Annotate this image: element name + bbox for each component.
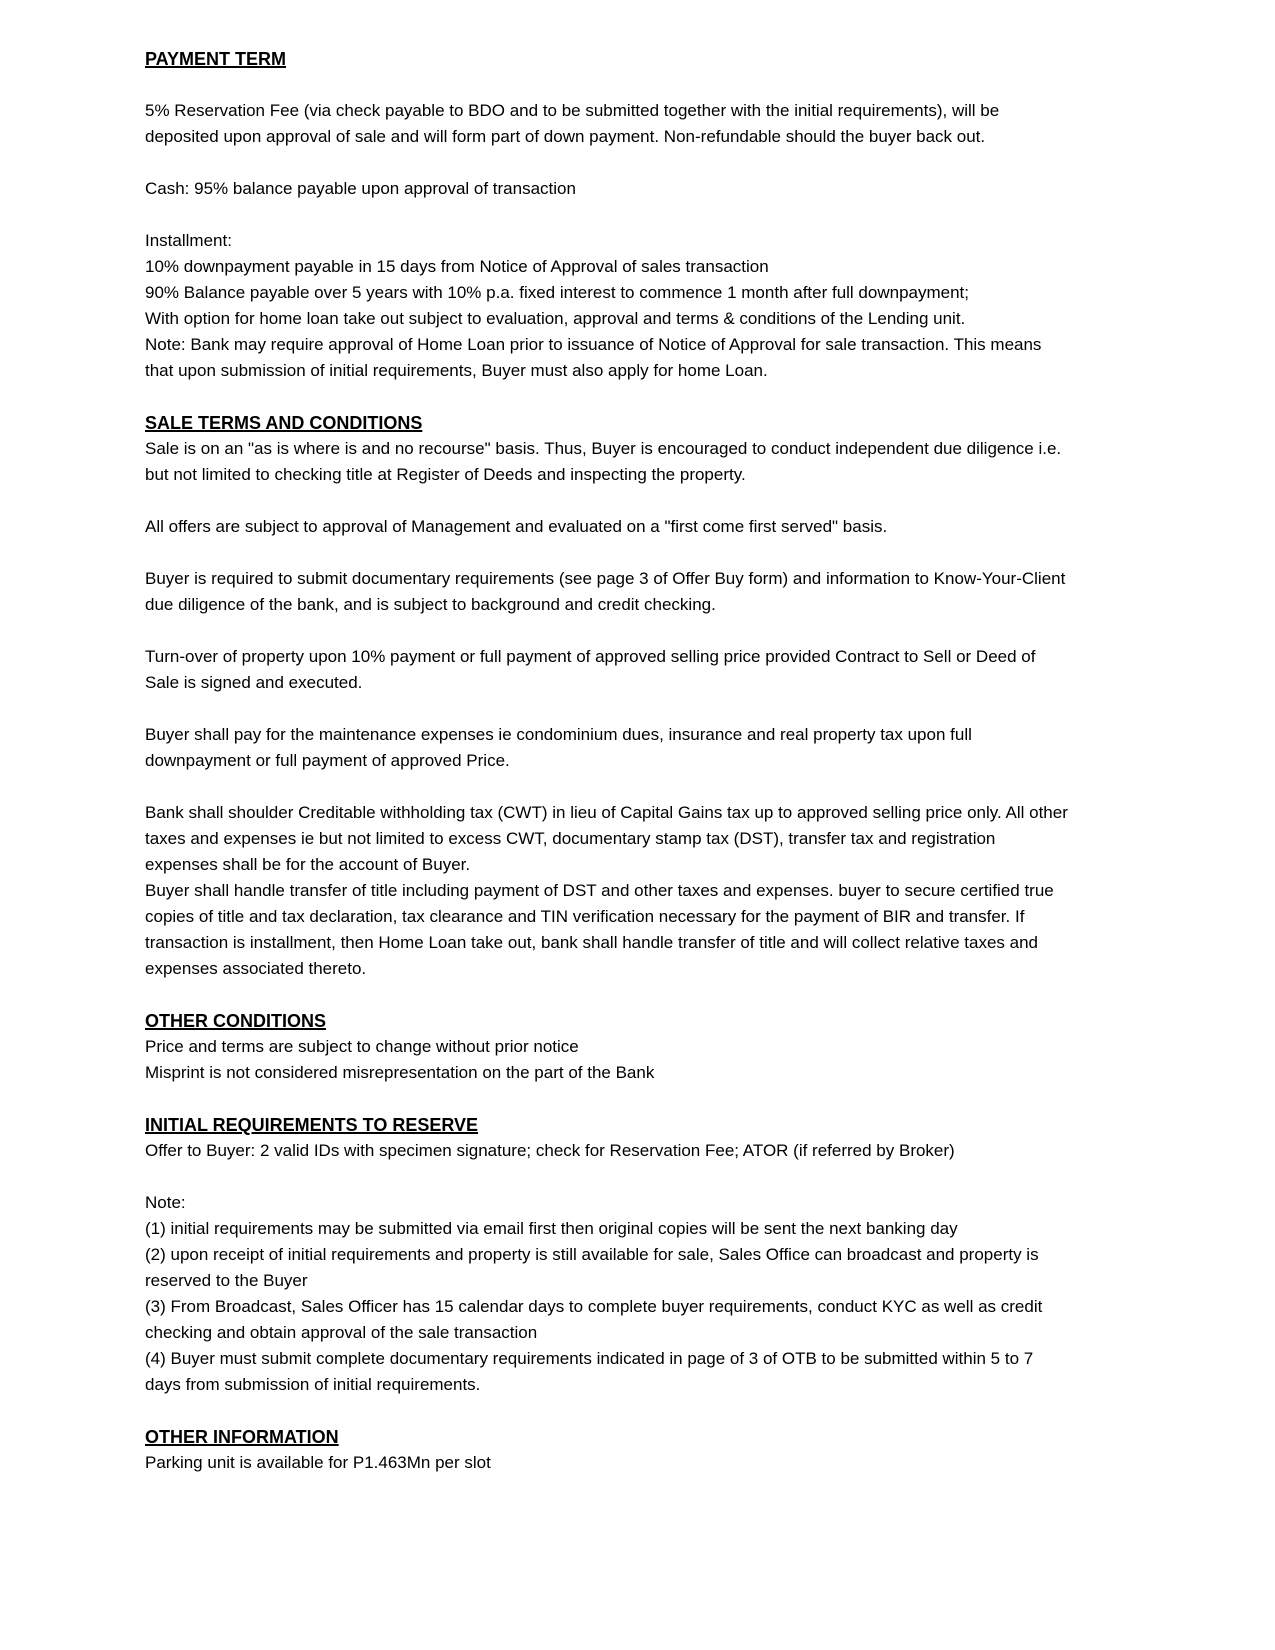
paragraph-note-4: (4) Buyer must submit complete documentary requirements indicated in page of 3 of OTB to be submitted within 5 to 7 days from submission of initial requirements. [145,1349,1034,1394]
paragraph-parking-unit: Parking unit is available for P1.463Mn per slot [145,1453,491,1472]
paragraph-note-1: (1) initial requirements may be submitted via email first then original copies will be sent the next banking day [145,1219,958,1238]
paragraph-note-label: Note: [145,1193,186,1212]
other-information-heading: OTHER INFORMATION [145,1427,339,1447]
paragraph-installment-home-loan-option: With option for home loan take out subject to evaluation, approval and terms & conditions of the Lending unit. [145,309,966,328]
section-sale-terms [145,410,1070,982]
paragraph-installment-balance: 90% Balance payable over 5 years with 10% p.a. fixed interest to commence 1 month after full downpayment; [145,283,970,302]
document-page [145,46,1070,1476]
initial-requirements-heading: INITIAL REQUIREMENTS TO RESERVE [145,1115,479,1135]
paragraph-price-change: Price and terms are subject to change without prior notice [145,1037,579,1056]
paragraph-maintenance-expenses: Buyer shall pay for the maintenance expenses ie condominium dues, insurance and real property tax upon full downpayment or full payment of approved Price. [145,725,972,770]
paragraph-installment-note: Note: Bank may require approval of Home Loan prior to issuance of Notice of Approval for sale transaction. This means that upon submission of initial requirements, Buyer must also apply for home Loan. [145,335,1042,380]
paragraph-installment-label: Installment: [145,231,232,250]
paragraph-cash-term: Cash: 95% balance payable upon approval of transaction [145,179,576,198]
paragraph-as-is-where-is: Sale is on an "as is where is and no recourse" basis. Thus, Buyer is encouraged to conduct independent due diligence i.e. but not limited to checking title at Register of Deeds and inspecting the property. [145,439,1062,484]
paragraph-first-come-first-served: All offers are subject to approval of Management and evaluated on a "first come first served" basis. [145,517,888,536]
paragraph-installment-downpayment: 10% downpayment payable in 15 days from Notice of Approval of sales transaction [145,257,769,276]
other-conditions-heading: OTHER CONDITIONS [145,1011,327,1031]
section-other-conditions [145,1008,1070,1086]
paragraph-note-2: (2) upon receipt of initial requirements and property is still available for sale, Sales Office can broadcast and property is reserved to the Buyer [145,1245,1039,1290]
section-initial-requirements [145,1112,1070,1398]
sale-terms-heading: SALE TERMS AND CONDITIONS [145,413,423,433]
paragraph-reservation-fee: 5% Reservation Fee (via check payable to BDO and to be submitted together with the initial requirements), will be deposited upon approval of sale and will form part of down payment. Non-refundable should the buyer back out. [145,101,1000,146]
section-other-information [145,1424,1070,1476]
paragraph-cwt-taxes: Bank shall shoulder Creditable withholding tax (CWT) in lieu of Capital Gains tax up to approved selling price only. All other taxes and expenses ie but not limited to excess CWT, documentary stamp tax (DST), transfer tax and registration expenses shall be for the account of Buyer. [145,803,1068,874]
section-payment-term [145,46,1070,384]
paragraph-note-3: (3) From Broadcast, Sales Officer has 15 calendar days to complete buyer requirements, conduct KYC as well as credit checking and obtain approval of the sale transaction [145,1297,1043,1342]
payment-term-heading: PAYMENT TERM [145,49,287,69]
paragraph-turn-over: Turn-over of property upon 10% payment or full payment of approved selling price provided Contract to Sell or Deed of Sale is signed and executed. [145,647,1036,692]
paragraph-documentary-requirements: Buyer is required to submit documentary requirements (see page 3 of Offer Buy form) and information to Know-Your-Client due diligence of the bank, and is subject to background and credit checking. [145,569,1066,614]
paragraph-transfer-of-title: Buyer shall handle transfer of title including payment of DST and other taxes and expenses. buyer to secure certified true copies of title and tax declaration, tax clearance and TIN verification necessary for the payment of BIR and transfer. If transaction is installment, then Home Loan take out, bank shall handle transfer of title and will collect relative taxes and expenses associated thereto. [145,881,1054,978]
paragraph-misprint: Misprint is not considered misrepresentation on the part of the Bank [145,1063,655,1082]
paragraph-offer-to-buyer: Offer to Buyer: 2 valid IDs with specimen signature; check for Reservation Fee; ATOR (if referred by Broker) [145,1141,955,1160]
